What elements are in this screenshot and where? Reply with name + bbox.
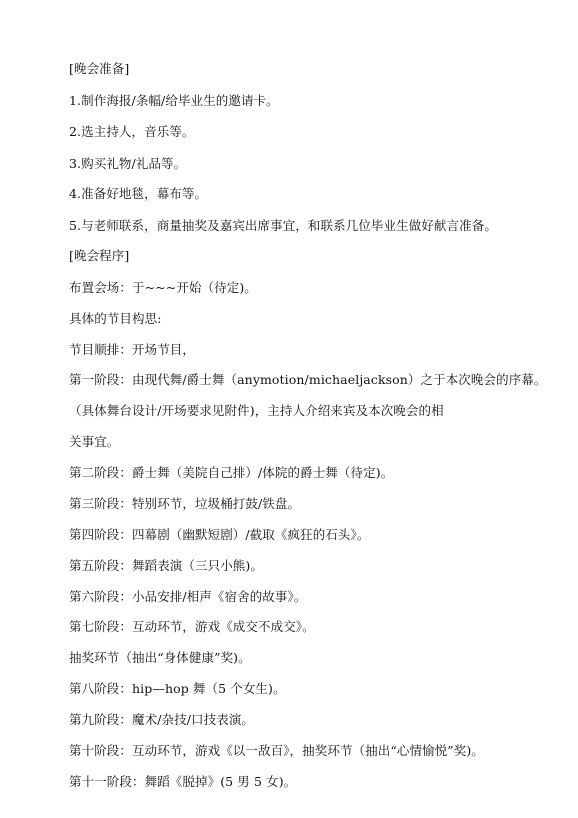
- prep-item-5: 5.与老师联系，商量抽奖及嘉宾出席事宜，和联系几位毕业生做好献言准备。: [69, 218, 497, 233]
- program-stage-3: 第三阶段：特别环节，垃圾桶打鼓/铁盘。: [69, 496, 301, 511]
- program-stage-8: 第八阶段：hip—hop 舞（5 个女生)。: [69, 681, 286, 696]
- program-stage-1-cont: 关事宜。: [69, 434, 120, 449]
- program-stage-11: 第十一阶段：舞蹈《脱掉》(5 男 5 女)。: [69, 774, 297, 789]
- program-stage-4: 第四阶段：四幕剧（幽默短剧）/截取《疯狂的石头》。: [69, 527, 370, 542]
- program-line: 具体的节目构思:: [69, 311, 162, 326]
- prep-item-2: 2.选主持人，音乐等。: [69, 124, 195, 139]
- prep-item-3: 3.购买礼物/礼品等。: [69, 156, 187, 171]
- program-stage-10: 第十阶段：互动环节，游戏《以一敌百》，抽奖环节（抽出“心情愉悦”奖)。: [69, 743, 484, 758]
- program-stage-5: 第五阶段：舞蹈表演（三只小熊)。: [69, 558, 263, 573]
- prep-item-1: 1.制作海报/条幅/给毕业生的邀请卡。: [69, 93, 279, 108]
- program-stage-7: 第七阶段：互动环节，游戏《成交不成交》。: [69, 619, 315, 634]
- prep-item-4: 4.准备好地毯，幕布等。: [69, 186, 208, 201]
- section-heading-program: [晚会程序]: [69, 248, 130, 263]
- program-line: 节目顺排：开场节目，: [69, 342, 196, 357]
- program-stage-2: 第二阶段：爵士舞（美院自己排）/体院的爵士舞（待定)。: [69, 465, 394, 480]
- program-stage-1: 第一阶段：由现代舞/爵士舞（anymotion/michaeljackson）之于本次晚会的序幕。: [69, 372, 547, 387]
- program-stage-9: 第九阶段：魔术/杂技/口技表演。: [69, 712, 255, 727]
- program-lottery: 抽奖环节（抽出“身体健康”奖)。: [69, 650, 251, 665]
- program-stage-6: 第六阶段：小品安排/相声《宿舍的故事》。: [69, 589, 307, 604]
- program-line: 布置会场：于~~~开始（待定)。: [69, 280, 257, 295]
- program-stage-1-cont: （具体舞台设计/开场要求见附件)，主持人介绍来宾及本次晚会的相: [69, 403, 444, 418]
- section-heading-preparation: [晚会准备]: [69, 61, 130, 76]
